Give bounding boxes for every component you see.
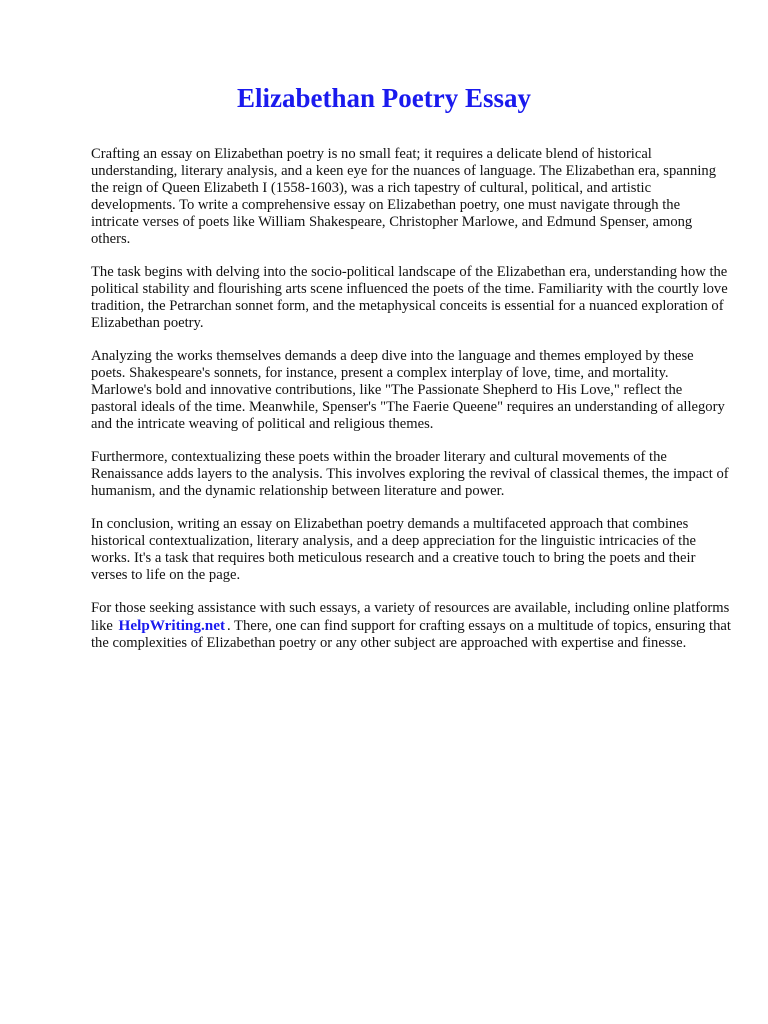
paragraph-5: In conclusion, writing an essay on Elizabethan poetry demands a multifaceted approach that combines historical contextualization, literary analysis, and a deep appreciation for the linguistic intricacies of the works. It's a task that requires both meticulous research and a creative touch to bring the poets and their verses to life on the page. — [91, 516, 697, 583]
paragraph-3: Analyzing the works themselves demands a deep dive into the language and themes employed by these poets. Shakespeare's sonnets, for instance, present a complex interplay of love, time, and mortality. Marlowe's bold and innovative contributions, like "The Passionate Shepherd to His Love," reflect the pastoral ideals of the time. Meanwhile, Spenser's "The Faerie Queene" requires an understanding of allegory and the intricate weaving of political and religious themes. — [91, 348, 725, 432]
paragraph-2: The task begins with delving into the socio-political landscape of the Elizabethan era, understanding how the political stability and flourishing arts scene influenced the poets of the time. Familiarity with the courtly love tradition, the Petrarchan sonnet form, and the metaphysical conceits is essential for a nuanced exploration of Elizabethan poetry. — [91, 264, 728, 331]
paragraph-6-text-before-link: For those seeking assistance with such essays, a variety of resources are available, including online platforms like — [91, 600, 730, 634]
paragraph-6 — [91, 600, 731, 652]
paragraph-1: Crafting an essay on Elizabethan poetry is no small feat; it requires a delicate blend of historical understanding, literary analysis, and a keen eye for the nuances of language. The Elizabethan era, spanning the reign of Queen Elizabeth I (1558-1603), was a rich tapestry of cultural, political, and artistic developments. To write a comprehensive essay on Elizabethan poetry, one must navigate through the intricate verses of poets like William Shakespeare, Christopher Marlowe, and Edmund Spenser, among others. — [91, 146, 716, 247]
helpwriting-link[interactable]: HelpWriting.net — [118, 617, 226, 634]
page-title: Elizabethan Poetry Essay — [237, 83, 531, 113]
paragraph-6-text-after-link: . There, one can find support for crafting essays on a multitude of topics, ensuring that the complexities of Elizabethan poetry or any other subject are approached with expertise and finesse. — [91, 618, 731, 651]
essay-body — [91, 146, 731, 668]
paragraph-4: Furthermore, contextualizing these poets within the broader literary and cultural movements of the Renaissance adds layers to the analysis. This involves exploring the revival of classical themes, the impact of humanism, and the dynamic relationship between literature and power. — [91, 449, 729, 499]
